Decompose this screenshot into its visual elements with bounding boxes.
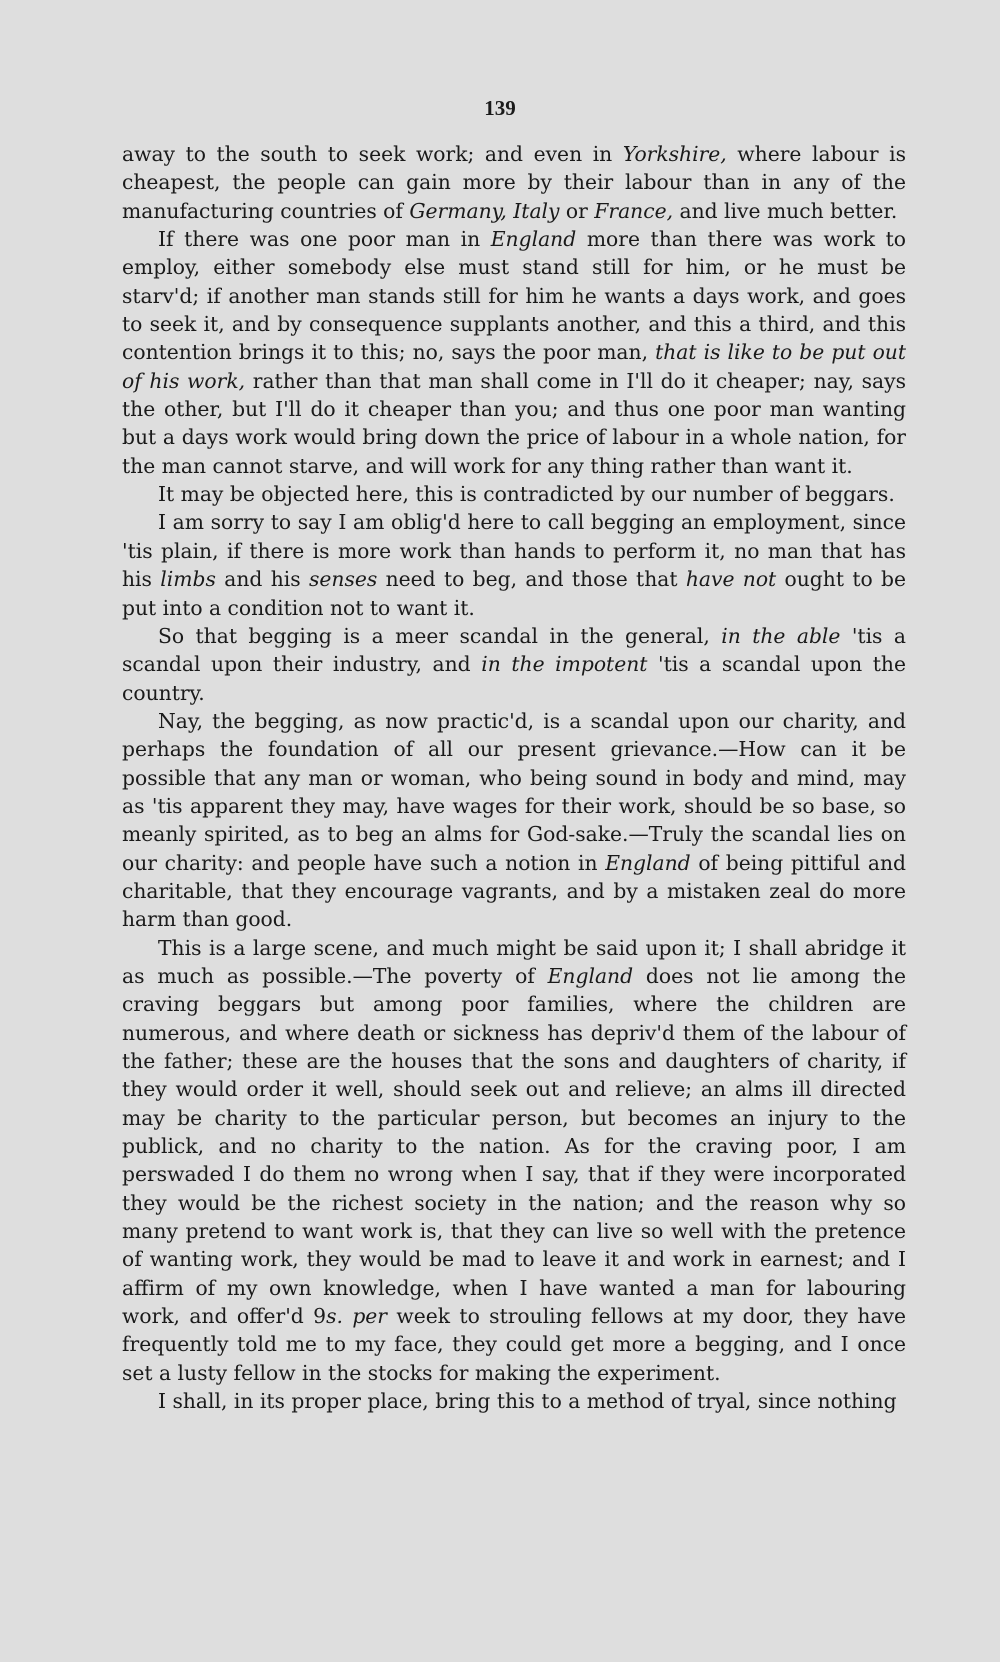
paragraph [122, 480, 906, 508]
text-run: This is a large scene, and much might be said upon it; I shall abridge it as much as possible.—The poverty of [122, 935, 906, 988]
text-run: rather than that man shall come in I'll do it cheaper; nay, says the other, but I'll do it cheaper than you; and thus one poor man wanting but a days work would bring down the price of labour in a whole nation, for the man cannot starve, and will work for any thing rather than want it. [122, 368, 906, 478]
italic-run: that is like to be put out of his work, [122, 340, 906, 393]
paragraph [122, 225, 906, 480]
text-run: 'tis a scandal upon the country. [122, 652, 906, 705]
text-run: more than there was work to employ, either somebody else must stand still for him, or he must be starv'd; if another man stands still for him he wants a days work, and goes to seek it, and by consequence supplants another, and this a third, and this contention brings it to this; no, says the poor man, [122, 227, 906, 365]
body-text [122, 140, 906, 1415]
paragraph [122, 934, 906, 1388]
text-run: So that begging is a meer scandal in the general, [158, 623, 722, 648]
text-run: where labour is cheapest, the people can gain more by their labour than in any of the manufacturing countries of [122, 142, 906, 223]
italic-run: Germany, Italy [409, 198, 560, 223]
paragraph [122, 622, 906, 707]
italic-run: have not [685, 567, 777, 592]
paragraph [122, 1387, 906, 1415]
text-run: does not lie among the craving beggars but among poor families, where the children are numerous, and where death or sickness has depriv'd them of the labour of the father; these are the houses that the sons and daughters of charity, if they would order it well, should seek out and relieve; an alms ill directed may be charity to the particular person, but becomes an injury to the publick, and no charity to the nation. As for the craving poor, I am perswaded I do them no wrong when I say, that if they were incorporated they would be the richest society in the nation; and the reason why so many pretend to want work is, that they can live so well with the pretence of wanting work, they would be mad to leave it and work in earnest; and I affirm of my own knowledge, when I have wanted a man for labouring work, and offer'd 9 [122, 963, 906, 1329]
italic-run: in the able [721, 623, 841, 648]
page-number: 139 [484, 96, 516, 120]
text-run: or [559, 198, 595, 223]
italic-run: England [605, 850, 691, 875]
paragraph [122, 140, 906, 225]
italic-run: Yorkshire, [622, 142, 727, 166]
italic-run: England [490, 227, 577, 252]
text-run: I shall, in its proper place, bring this to a method of tryal, since nothing [158, 1389, 897, 1414]
italic-run: England [547, 963, 634, 988]
italic-run: s. per [326, 1304, 387, 1329]
italic-run: in the impotent [481, 652, 648, 677]
text-run: I am sorry to say I am oblig'd here to call begging an employment, since 'tis plain, if there is more work than hands to perform it, no man that has his [122, 510, 906, 592]
italic-run: France, [594, 198, 674, 223]
text-run: Nay, the begging, as now practic'd, is a scandal upon our charity, and perhaps the foundation of all our present grievance.—How can it be possible that any man or woman, who being sound in body and mind, may as 'tis apparent they may, have wages for their work, should be so base, so meanly spirited, as to beg an alms for God-sake.—Truly the scandal lies on our charity: and people have such a notion in [122, 708, 906, 875]
text-run: 'tis a scandal upon their industry, and [122, 623, 906, 677]
italic-run: limbs [160, 567, 216, 592]
text-run: of being pittiful and charitable, that they encourage vagrants, and by a mistaken zeal do more harm than good. [122, 850, 906, 932]
text-run: If there was one poor man in [158, 227, 491, 252]
text-run: It may be objected here, this is contradicted by our number of beggars. [158, 482, 895, 507]
italic-run: senses [308, 567, 378, 592]
text-run: need to beg, and those that [377, 567, 686, 592]
text-run: and live much better. [673, 198, 898, 223]
text-run: and his [215, 567, 309, 592]
paragraph [122, 508, 906, 621]
text-run: away to the south to seek work; and even in [122, 142, 623, 166]
text-run: ought to be put into a condition not to want it. [122, 567, 907, 620]
paragraph [122, 707, 906, 934]
text-run: week to strouling fellows at my door, they have frequently told me to my face, they could get more a begging, and I once set a lusty fellow in the stocks for making the experiment. [122, 1304, 906, 1385]
